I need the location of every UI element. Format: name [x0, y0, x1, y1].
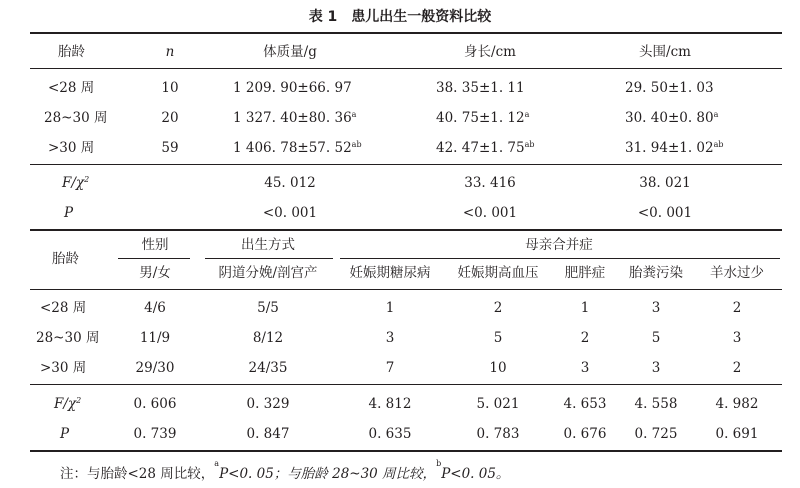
t2-r3-birth: 24/35: [248, 360, 288, 376]
t1-r3-length-sup: ab: [524, 140, 535, 149]
t2-r1-birth: 5/5: [257, 300, 279, 316]
t1-r2-length-sup: a: [524, 110, 530, 119]
table1-top-rule: [30, 32, 782, 34]
t1-r3-weight-value: 1 406. 78±57. 52: [233, 140, 352, 156]
t1-r1-weight-value: 1 209. 90±66. 97: [233, 80, 352, 96]
t1-r2-head: [625, 109, 718, 127]
t1-r1-weight: [233, 79, 352, 97]
t1-p-length: <0. 001: [462, 205, 518, 221]
t2-header-hypertension: 妊娠期高血压: [457, 265, 539, 281]
t1-stat-length: 33. 416: [464, 175, 516, 191]
t2-r1-age: <28 周: [40, 300, 87, 316]
t2-r2-obesity: 2: [580, 330, 590, 346]
t2-header-birth-sub: 阴道分娩/剖宫产: [218, 265, 318, 281]
t2-stat-label: [54, 395, 81, 413]
footnote-sup-a: a: [214, 459, 220, 468]
t2-p-sex: 0. 739: [133, 426, 177, 442]
t2-p-birth: 0. 847: [246, 426, 290, 442]
t1-r3-head: [625, 139, 724, 157]
t1-r3-weight-sup: ab: [351, 140, 362, 149]
t2-p-oligo: 0. 691: [715, 426, 759, 442]
t2-stat-label-main: F/χ: [54, 396, 77, 412]
t2-p-meconium: 0. 725: [634, 426, 678, 442]
t1-header-head: 头围/cm: [639, 44, 691, 60]
t2-stat-sex: 0. 606: [133, 396, 177, 412]
t2-stat-hypertension: 5. 021: [476, 396, 520, 412]
t2-header-birth: 出生方式: [241, 237, 295, 253]
t2-stat-obesity: 4. 653: [563, 396, 607, 412]
t2-birth-span-rule: [205, 258, 333, 259]
t1-r1-head: [625, 79, 714, 97]
t1-r2-head-sup: a: [713, 110, 719, 119]
t2-r1-sex: 4/6: [144, 300, 166, 316]
t2-header-gdm: 妊娠期糖尿病: [349, 265, 431, 281]
t2-r3-meconium: 3: [651, 360, 661, 376]
t1-r1-length-value: 38. 35±1. 11: [436, 80, 525, 96]
t1-r2-length-value: 40. 75±1. 12: [436, 110, 525, 126]
t2-maternal-span-rule: [340, 258, 780, 259]
t1-r2-head-value: 30. 40±0. 80: [625, 110, 714, 126]
t2-header-age: 胎龄: [52, 251, 79, 267]
t2-r1-gdm: 1: [385, 300, 395, 316]
t2-header-sex-sub: 男/女: [139, 265, 171, 281]
t2-r3-obesity: 3: [580, 360, 590, 376]
footnote-part3: P<0. 05。: [441, 466, 510, 482]
t2-r2-oligo: 3: [732, 330, 742, 346]
t1-r1-length: [436, 79, 525, 97]
table1-body-rule: [30, 164, 782, 165]
table1-header-rule: [30, 68, 782, 69]
footnote-part1: 注：与胎龄<28 周比较，: [60, 466, 215, 482]
table2-top-rule: [30, 229, 782, 231]
t1-r2-n: 20: [161, 110, 179, 126]
t1-stat-weight: 45. 012: [264, 175, 316, 191]
footnote-sup-b: b: [436, 459, 442, 468]
t1-r3-n: 59: [161, 140, 179, 156]
t1-p-label: P: [64, 205, 74, 221]
t2-stat-oligo: 4. 982: [715, 396, 759, 412]
t1-r3-age: >30 周: [48, 140, 95, 156]
t1-r3-head-sup: ab: [713, 140, 724, 149]
t2-p-gdm: 0. 635: [368, 426, 412, 442]
t2-r2-birth: 8/12: [252, 330, 284, 346]
t2-stat-meconium: 4. 558: [634, 396, 678, 412]
t2-r2-gdm: 3: [385, 330, 395, 346]
t2-r1-meconium: 3: [651, 300, 661, 316]
table2-body-rule: [30, 384, 782, 385]
table-number: 表 1: [308, 9, 338, 25]
footnote-part2: P<0. 05；与胎龄 28~30 周比较，: [219, 466, 437, 482]
t1-r1-age: <28 周: [48, 80, 95, 96]
t1-header-n: n: [165, 44, 175, 60]
t2-stat-birth: 0. 329: [246, 396, 290, 412]
t2-p-hypertension: 0. 783: [476, 426, 520, 442]
t2-stat-gdm: 4. 812: [368, 396, 412, 412]
t1-header-age: 胎龄: [58, 44, 85, 60]
t1-p-head: <0. 001: [637, 205, 693, 221]
t2-r3-oligo: 2: [732, 360, 742, 376]
t2-r3-sex: 29/30: [135, 360, 175, 376]
t1-header-weight: 体质量/g: [263, 44, 317, 60]
t2-r1-oligo: 2: [732, 300, 742, 316]
t2-r2-meconium: 5: [651, 330, 661, 346]
t1-p-weight: <0. 001: [262, 205, 318, 221]
t1-stat-label: [62, 174, 89, 192]
t1-r2-weight-sup: a: [351, 110, 357, 119]
t2-r2-sex: 11/9: [139, 330, 171, 346]
t1-r3-length-value: 42. 47±1. 75: [436, 140, 525, 156]
t2-header-sex: 性别: [141, 237, 169, 253]
t2-header-oligo: 羊水过少: [710, 265, 764, 281]
t2-header-meconium: 胎粪污染: [629, 265, 683, 281]
t1-stat-label-sup: 2: [84, 175, 90, 184]
t2-header-maternal: 母亲合并症: [525, 237, 593, 253]
t2-r2-age: 28~30 周: [36, 330, 100, 346]
t1-r3-head-value: 31. 94±1. 02: [625, 140, 714, 156]
t2-r3-gdm: 7: [385, 360, 395, 376]
t2-p-label: P: [60, 426, 70, 442]
table-caption: 患儿出生一般资料比较: [351, 9, 492, 25]
t1-r1-head-value: 29. 50±1. 03: [625, 80, 714, 96]
t2-r2-hypertension: 5: [493, 330, 503, 346]
t1-stat-head: 38. 021: [639, 175, 691, 191]
t2-header-obesity: 肥胖症: [564, 265, 606, 281]
t1-r2-length: [436, 109, 529, 127]
t2-r3-age: >30 周: [40, 360, 87, 376]
t2-stat-label-sup: 2: [76, 396, 82, 405]
t2-p-obesity: 0. 676: [563, 426, 607, 442]
t1-stat-label-main: F/χ: [62, 175, 85, 191]
t2-r3-hypertension: 10: [489, 360, 507, 376]
t1-r2-weight-value: 1 327. 40±80. 36: [233, 110, 352, 126]
t1-r2-weight: [233, 109, 356, 127]
table-footnote: [60, 459, 510, 482]
t1-r3-length: [436, 139, 535, 157]
t1-r2-age: 28~30 周: [44, 110, 108, 126]
t1-r1-n: 10: [161, 80, 179, 96]
t1-r3-weight: [233, 139, 362, 157]
t2-r1-obesity: 1: [580, 300, 590, 316]
table2-bottom-rule: [30, 450, 782, 452]
t2-r1-hypertension: 2: [493, 300, 503, 316]
table-title: [0, 6, 800, 26]
t1-header-length: 身长/cm: [464, 44, 516, 60]
t2-sex-span-rule: [118, 258, 190, 259]
table2-header-rule: [30, 289, 782, 290]
